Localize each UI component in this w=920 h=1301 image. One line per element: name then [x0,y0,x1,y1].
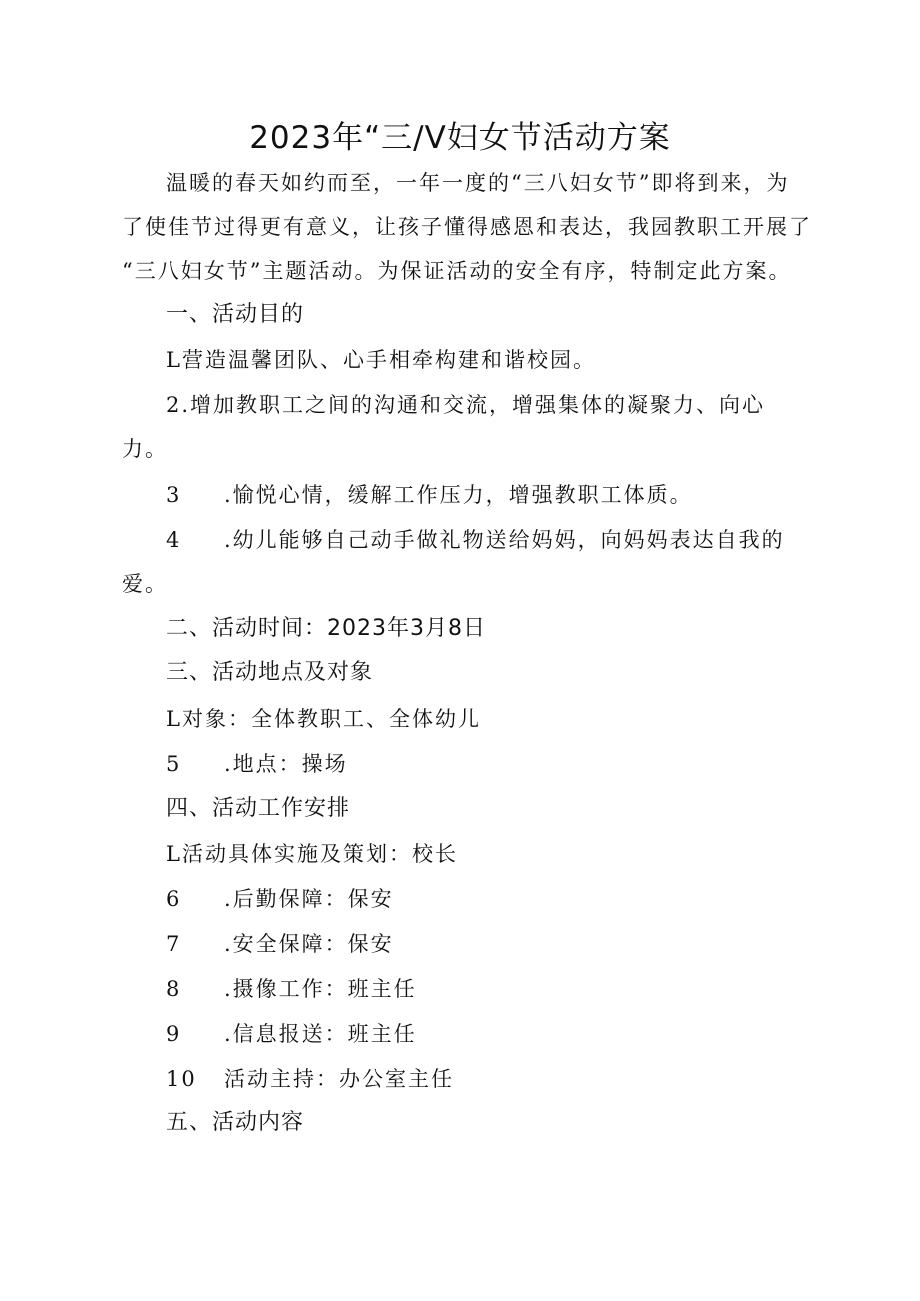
item-number: 10 [166,1067,197,1091]
section-1-item-2: 2.增加教职工之间的沟通和交流，增强集体的凝聚力、向心 [166,393,766,417]
item-text: .后勤保障：保安 [224,887,394,911]
section-4-item [166,1064,454,1094]
section-4-heading: 四、活动工作安排 [166,796,351,821]
section-1-heading: 一、活动目的 [166,302,305,327]
section-3-item-1: L对象：全体教职工、全体幼儿 [166,707,481,731]
section-4-item [166,929,394,959]
intro-line-1: 温暖的春天如约而至，一年一度的“三八妇女节”即将到来，为 [166,171,790,195]
section-4-item [166,884,394,914]
item-number: 7 [166,932,182,956]
intro-line-3: “三八妇女节”主题活动。为保证活动的安全有序，特制定此方案。 [122,259,792,283]
item-number: 4 [166,528,182,552]
item-text: .地点：操场 [224,752,348,776]
section-5-heading: 五、活动内容 [166,1110,305,1135]
item-text: .信息报送：班主任 [224,1022,417,1046]
item-number: 3 [166,483,182,507]
section-1-item-1: L营造温馨团队、心手相牵构建和谐校园。 [166,348,596,372]
section-4-item-1: L活动具体实施及策划：校长 [166,842,458,866]
section-2-heading: 二、活动时间：2023年3月8日 [166,616,486,641]
section-1-item-4-cont: 爱。 [122,572,168,596]
item-text: .摄像工作：班主任 [224,977,417,1001]
item-text: 活动主持：办公室主任 [224,1067,454,1091]
document-title: 2023年“三/V妇女节活动方案 [249,120,671,156]
item-number: 5 [166,752,182,776]
item-number: 9 [166,1022,182,1046]
section-4-item [166,974,417,1004]
section-1-item-3 [166,480,693,510]
item-text: .安全保障：保安 [224,932,394,956]
item-text: .幼儿能够自己动手做礼物送给妈妈，向妈妈表达自我的 [224,528,785,552]
section-4-item [166,1019,417,1049]
section-1-item-2-cont: 力。 [122,437,168,461]
intro-line-2: 了使佳节过得更有意义，让孩子懂得感恩和表达，我园教职工开展了 [122,215,812,239]
item-number: 8 [166,977,182,1001]
item-number: 6 [166,887,182,911]
section-1-item-4 [166,525,785,555]
section-3-item-2 [166,749,348,779]
section-3-heading: 三、活动地点及对象 [166,660,374,685]
item-text: .愉悦心情，缓解工作压力，增强教职工体质。 [224,483,693,507]
